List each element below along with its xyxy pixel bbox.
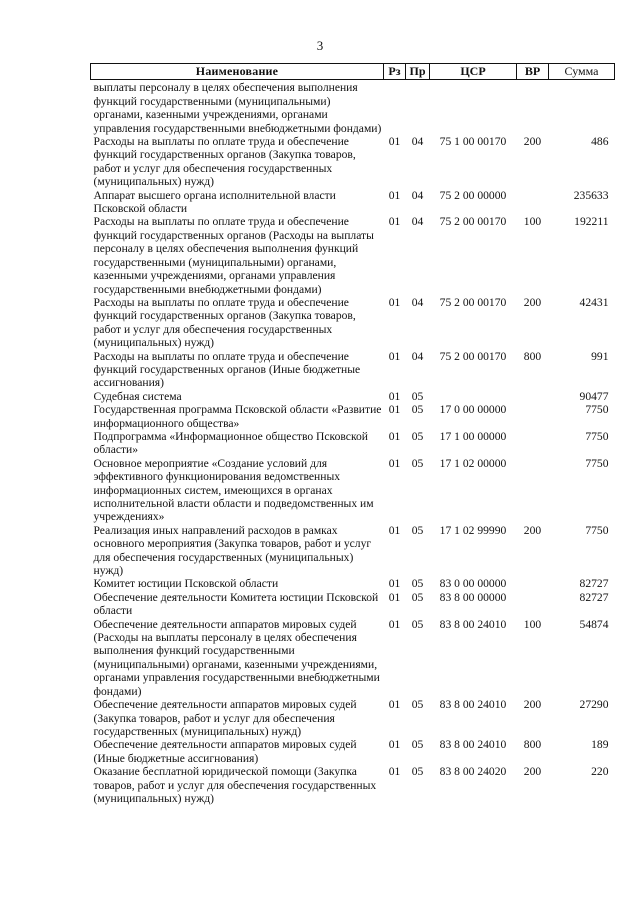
row-pr: 04 xyxy=(411,349,424,363)
header-sum: Сумма xyxy=(549,64,615,80)
table-row xyxy=(91,457,615,524)
row-rz: 01 xyxy=(388,349,401,363)
row-csr: 75 2 00 00170 xyxy=(439,295,507,309)
row-vr xyxy=(517,577,549,590)
row-sum xyxy=(549,80,615,135)
row-name: выплаты персоналу в целях обеспечения выполнения функций государственными (муниципальными) органами, казенными учреждениями, органами управления государственными внебюджетными фондами) xyxy=(93,81,382,135)
row-rz: 01 xyxy=(388,590,401,604)
row-vr: 200 xyxy=(523,698,542,712)
row-csr: 17 0 00 00000 xyxy=(439,403,507,417)
row-vr: 200 xyxy=(523,765,542,779)
row-name: Расходы на выплаты по оплате труда и обеспечение функций государственных органов (Закупка товаров, работ и услуг для обеспечения государственных (муниципальных) нужд) xyxy=(93,135,356,189)
row-name: Основное мероприятие «Создание условий для эффективного функционирования ведомственных информационных систем, имеющихся в органах исполнительной власти области и подведомственных им учреждениях» xyxy=(93,456,374,524)
row-sum: 7750 xyxy=(585,403,609,417)
row-pr: 05 xyxy=(411,738,424,752)
row-pr: 04 xyxy=(411,135,424,149)
row-csr: 75 2 00 00170 xyxy=(439,215,507,229)
table-row xyxy=(91,765,615,805)
table-row xyxy=(91,403,615,430)
row-pr: 05 xyxy=(411,617,424,631)
row-name: Судебная система xyxy=(93,389,182,403)
header-rz: Рз xyxy=(384,64,406,80)
row-vr xyxy=(517,80,549,135)
row-csr: 83 8 00 24010 xyxy=(439,738,507,752)
row-vr xyxy=(517,403,549,430)
row-rz xyxy=(384,80,406,135)
row-vr: 100 xyxy=(523,617,542,631)
table-row xyxy=(91,189,615,216)
row-sum: 235633 xyxy=(573,188,609,202)
row-name: Аппарат высшего органа исполнительной власти Псковской области xyxy=(93,188,336,216)
row-csr: 75 2 00 00000 xyxy=(439,188,507,202)
row-pr: 05 xyxy=(411,765,424,779)
row-rz: 01 xyxy=(388,215,401,229)
row-name: Обеспечение деятельности Комитета юстиции Псковской области xyxy=(93,590,379,618)
header-pr: Пр xyxy=(406,64,430,80)
row-sum: 7750 xyxy=(585,456,609,470)
row-sum: 82727 xyxy=(579,577,609,591)
row-name: Расходы на выплаты по оплате труда и обеспечение функций государственных органов (Иные бюджетные ассигнования) xyxy=(93,349,361,390)
table-header xyxy=(91,64,615,80)
row-csr xyxy=(430,80,517,135)
row-vr: 100 xyxy=(523,215,542,229)
row-pr: 05 xyxy=(411,590,424,604)
row-vr: 800 xyxy=(523,738,542,752)
row-pr: 05 xyxy=(411,389,424,403)
table-body xyxy=(91,80,615,805)
row-pr: 05 xyxy=(411,523,424,537)
table-row xyxy=(91,524,615,578)
row-csr: 83 0 00 00000 xyxy=(439,577,507,591)
row-pr xyxy=(406,80,430,135)
row-pr: 05 xyxy=(411,403,424,417)
table-row xyxy=(91,215,615,295)
row-sum: 7750 xyxy=(585,523,609,537)
row-csr: 17 1 02 00000 xyxy=(439,456,507,470)
row-pr: 04 xyxy=(411,215,424,229)
header-name: Наименование xyxy=(91,64,384,80)
budget-table xyxy=(90,63,615,805)
row-rz: 01 xyxy=(388,403,401,417)
row-name: Комитет юстиции Псковской области xyxy=(93,577,279,591)
row-vr xyxy=(517,430,549,457)
row-rz: 01 xyxy=(388,135,401,149)
header-row xyxy=(91,64,615,80)
row-csr: 83 8 00 24010 xyxy=(439,617,507,631)
row-name: Обеспечение деятельности аппаратов мировых судей (Закупка товаров, работ и услуг для обеспечения государственных (муниципальных) нужд) xyxy=(93,698,357,738)
row-pr: 05 xyxy=(411,577,424,591)
row-vr xyxy=(517,591,549,618)
row-vr: 200 xyxy=(523,523,542,537)
table-row xyxy=(91,577,615,590)
row-sum: 189 xyxy=(591,738,609,752)
table-row xyxy=(91,591,615,618)
row-csr: 75 1 00 00170 xyxy=(439,135,507,149)
table-row xyxy=(91,296,615,350)
row-sum: 991 xyxy=(591,349,609,363)
row-pr: 05 xyxy=(411,456,424,470)
row-rz: 01 xyxy=(388,698,401,712)
row-pr: 04 xyxy=(411,295,424,309)
row-sum: 486 xyxy=(591,135,609,149)
table-row xyxy=(91,430,615,457)
row-csr: 83 8 00 24010 xyxy=(439,698,507,712)
row-rz: 01 xyxy=(388,295,401,309)
row-sum: 220 xyxy=(591,765,609,779)
row-csr: 83 8 00 24020 xyxy=(439,765,507,779)
row-pr: 05 xyxy=(411,698,424,712)
row-name: Обеспечение деятельности аппаратов мировых судей (Иные бюджетные ассигнования) xyxy=(93,738,357,765)
row-csr: 17 1 02 99990 xyxy=(439,523,507,537)
row-vr: 200 xyxy=(523,135,542,149)
row-name: Государственная программа Псковской области «Развитие информационного общества» xyxy=(93,403,382,430)
row-sum: 82727 xyxy=(579,590,609,604)
row-csr: 83 8 00 00000 xyxy=(439,590,507,604)
budget-table-container xyxy=(90,63,614,805)
row-name: Оказание бесплатной юридической помощи (Закупка товаров, работ и услуг для обеспечения государственных (муниципальных) нужд) xyxy=(93,765,377,805)
row-sum: 7750 xyxy=(585,429,609,443)
row-vr xyxy=(517,457,549,524)
row-pr: 05 xyxy=(411,429,424,443)
table-row xyxy=(91,80,615,135)
row-sum: 42431 xyxy=(579,295,609,309)
page-number: 3 xyxy=(316,38,324,53)
row-rz: 01 xyxy=(388,429,401,443)
row-name: Реализация иных направлений расходов в рамках основного мероприятия (Закупка товаров, работ и услуг для обеспечения государственных (муниципальных) нужд) xyxy=(93,523,372,578)
row-sum: 27290 xyxy=(579,698,609,712)
row-rz: 01 xyxy=(388,765,401,779)
row-csr: 17 1 00 00000 xyxy=(439,429,507,443)
row-name: Расходы на выплаты по оплате труда и обеспечение функций государственных органов (Закупка товаров, работ и услуг для обеспечения государственных (муниципальных) нужд) xyxy=(93,295,356,350)
row-name: Обеспечение деятельности аппаратов мировых судей (Расходы на выплаты персоналу в целях обеспечения выполнения функций государственными (муниципальными) органами, казенными учреждениями, органами управления государственными внебюджетными фондами) xyxy=(93,617,380,698)
row-sum: 54874 xyxy=(579,617,609,631)
row-sum: 192211 xyxy=(574,215,609,229)
row-csr xyxy=(430,390,517,403)
row-rz: 01 xyxy=(388,617,401,631)
row-rz: 01 xyxy=(388,738,401,752)
row-rz: 01 xyxy=(388,523,401,537)
row-rz: 01 xyxy=(388,577,401,591)
header-csr: ЦСР xyxy=(430,64,517,80)
row-rz: 01 xyxy=(388,389,401,403)
table-row xyxy=(91,135,615,189)
table-row xyxy=(91,738,615,765)
table-row xyxy=(91,390,615,403)
table-row xyxy=(91,618,615,698)
table-row xyxy=(91,350,615,390)
row-vr xyxy=(517,189,549,216)
row-sum: 90477 xyxy=(579,389,609,403)
row-rz: 01 xyxy=(388,456,401,470)
row-rz: 01 xyxy=(388,188,401,202)
row-csr: 75 2 00 00170 xyxy=(439,349,507,363)
row-vr: 800 xyxy=(523,349,542,363)
header-vr: ВР xyxy=(517,64,549,80)
row-vr: 200 xyxy=(523,295,542,309)
row-vr xyxy=(517,390,549,403)
table-row xyxy=(91,698,615,738)
row-name: Расходы на выплаты по оплате труда и обеспечение функций государственных органов (Расходы на выплаты персоналу в целях обеспечения выполнения функций государственными (муниципальными) органами, казенными учреждениями, органами управления государственными внебюджетными фондами) xyxy=(93,215,374,296)
row-name: Подпрограмма «Информационное общество Псковской области» xyxy=(93,429,368,457)
row-pr: 04 xyxy=(411,188,424,202)
